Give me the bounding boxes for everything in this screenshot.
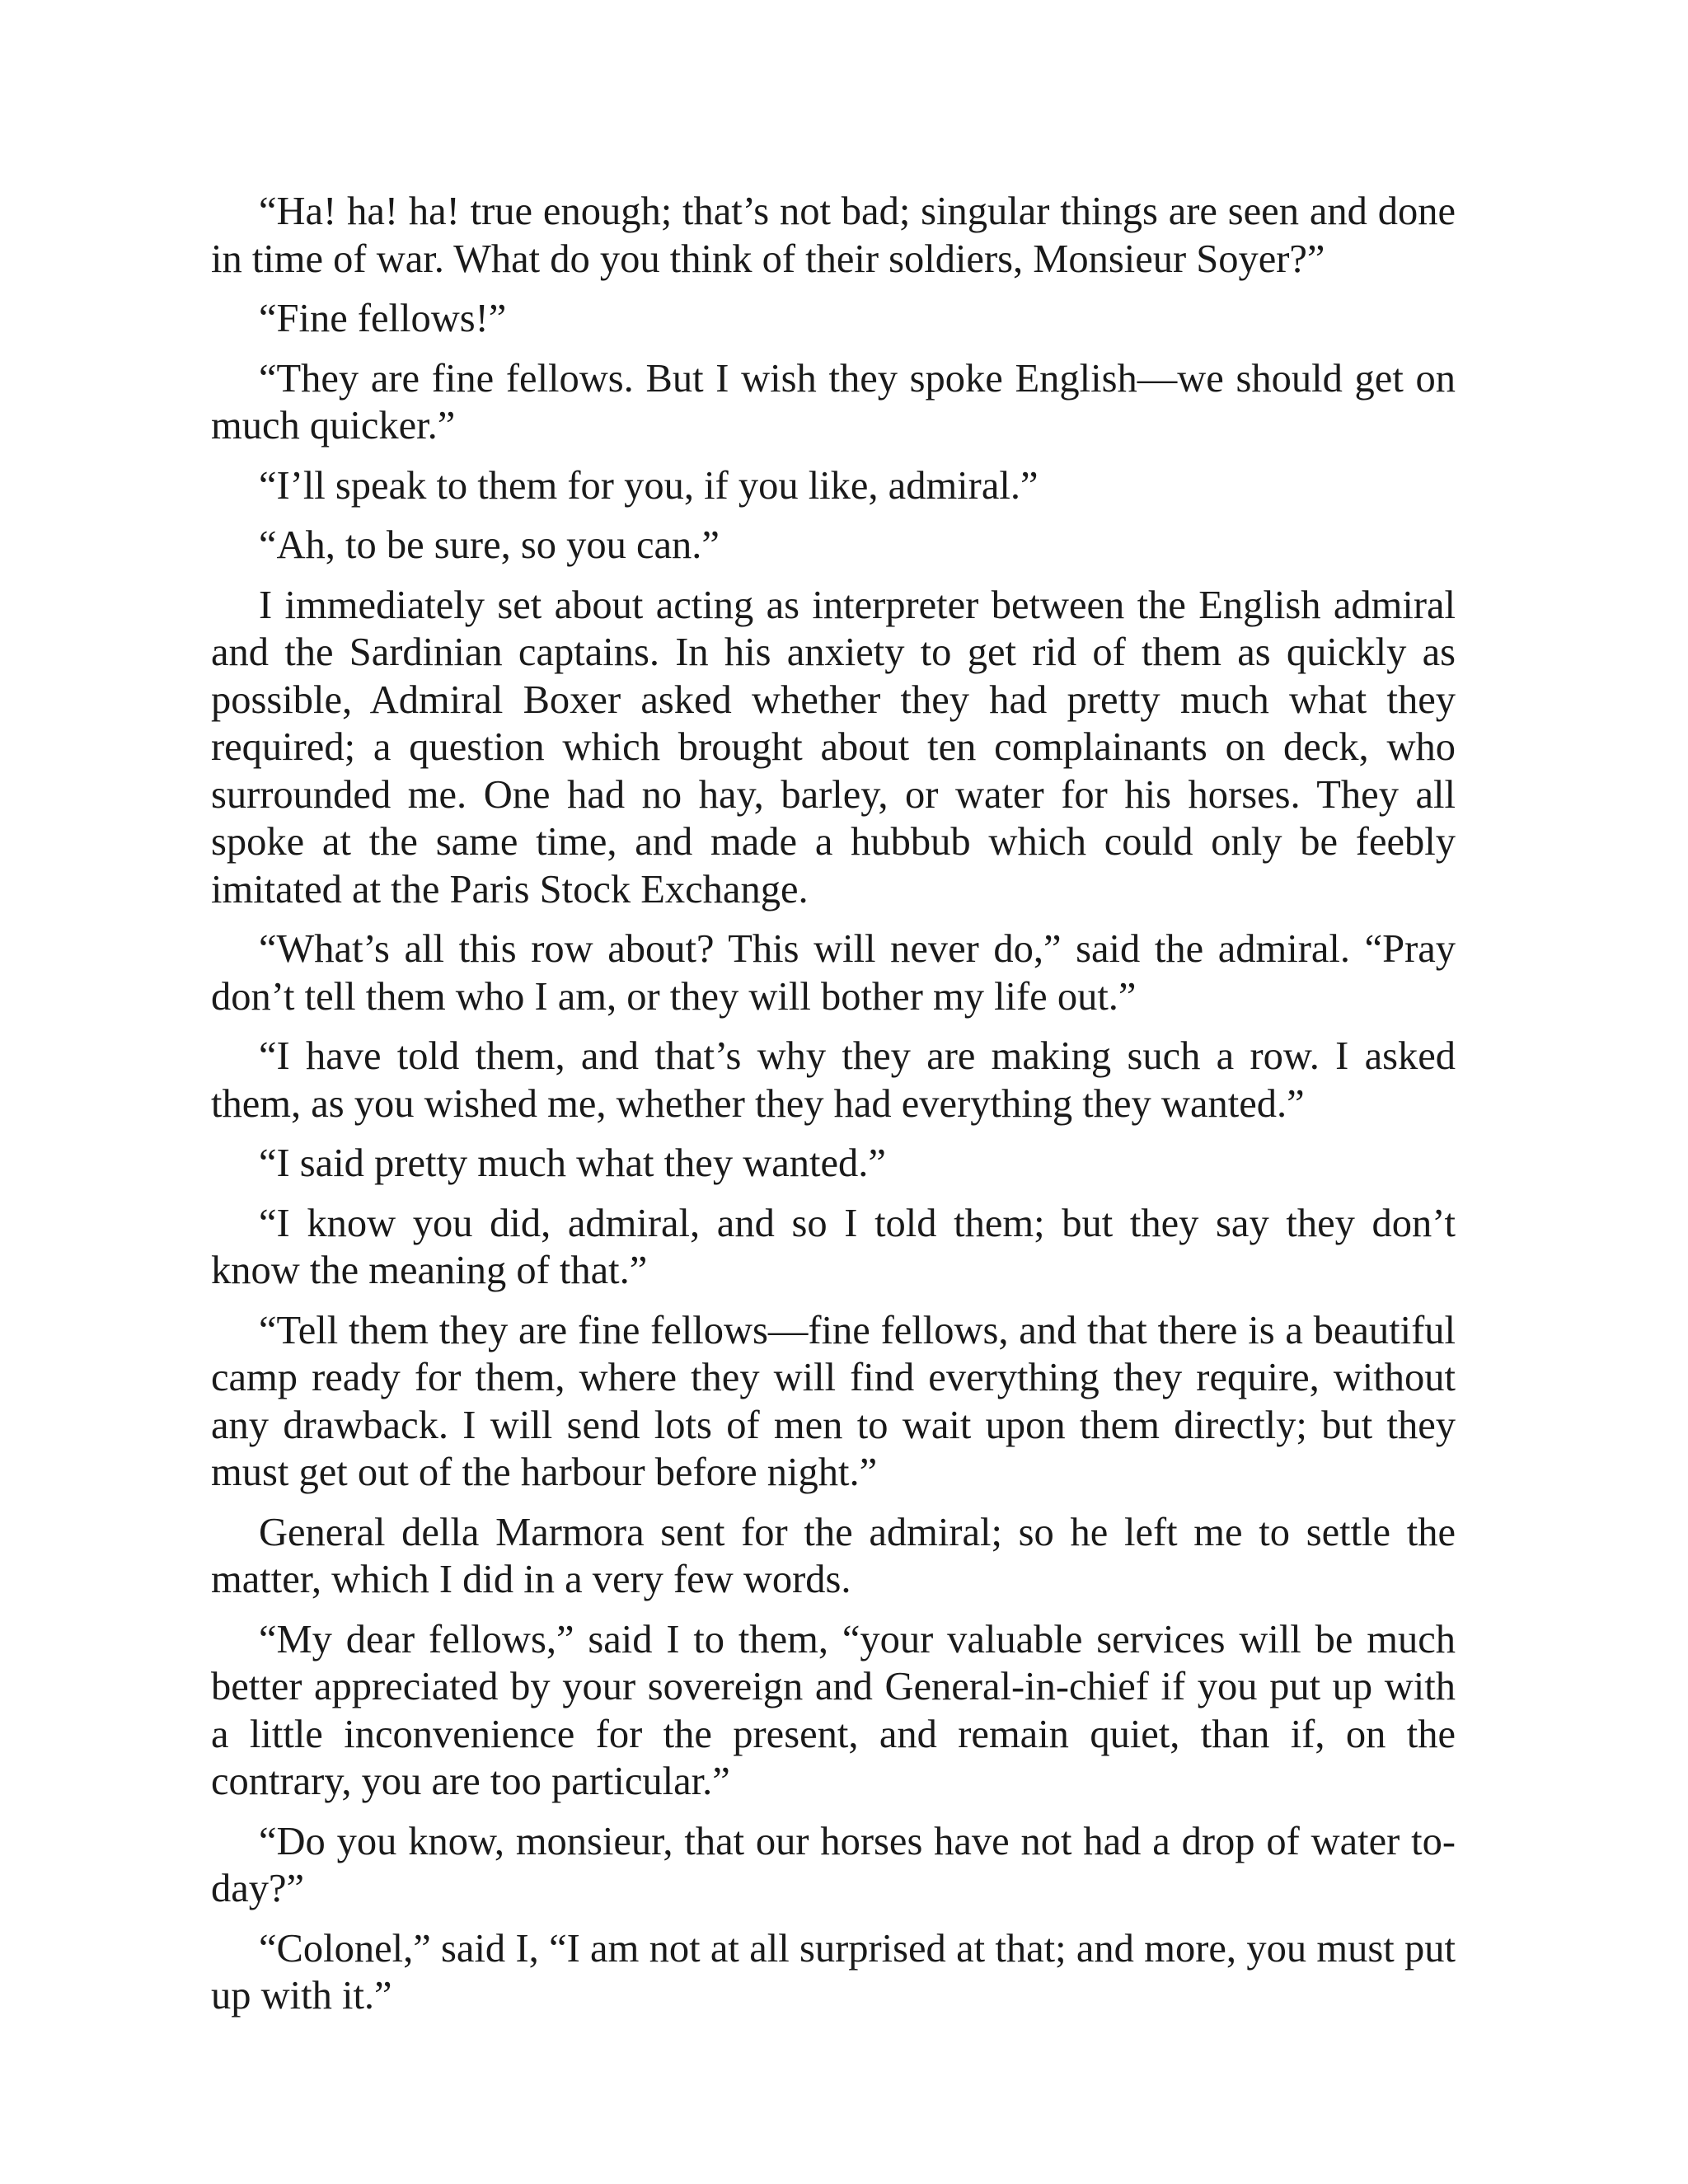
paragraph: “I have told them, and that’s why they are making such a row. I asked them, as you wished me, whether they had everything they wanted.”	[211, 1034, 1456, 1126]
paragraph: “Do you know, monsieur, that our horses have not had a drop of water to-day?”	[211, 1819, 1456, 1910]
paragraph: “My dear fellows,” said I to them, “your valuable services will be much better appreciated by your sovereign and General-in-chief if you put up with a little inconvenience for the present, and remain quiet, than if, on the contrary, you are too particular.”	[211, 1617, 1456, 1803]
paragraph: “I said pretty much what they wanted.”	[259, 1141, 886, 1185]
paragraph: “I’ll speak to them for you, if you like, admiral.”	[259, 463, 1039, 508]
paragraph: General della Marmora sent for the admiral; so he left me to settle the matter, which I did in a very few words.	[211, 1510, 1456, 1601]
page-body	[211, 188, 1456, 2032]
paragraph: I immediately set about acting as interpreter between the English admiral and the Sardinian captains. In his anxiety to get rid of them as quickly as possible, Admiral Boxer asked whether they had pretty much what they required; a question which brought about ten complainants on deck, who surrounded me. One had no hay, barley, or water for his horses. They all spoke at the same time, and made a hubbub which could only be feebly imitated at the Paris Stock Exchange.	[211, 583, 1456, 912]
paragraph: “Tell them they are fine fellows—fine fellows, and that there is a beautiful camp ready for them, where they will find everything they require, without any drawback. I will send lots of men to wait upon them directly; but they must get out of the harbour before night.”	[211, 1308, 1456, 1494]
paragraph: “I know you did, admiral, and so I told them; but they say they don’t know the meaning of that.”	[211, 1201, 1456, 1292]
paragraph: “Fine fellows!”	[259, 297, 507, 340]
paragraph: “What’s all this row about? This will never do,” said the admiral. “Pray don’t tell them who I am, or they will bother my life out.”	[211, 927, 1456, 1019]
paragraph: “Colonel,” said I, “I am not at all surprised at that; and more, you must put up with it.”	[211, 1926, 1456, 2018]
paragraph: “Ha! ha! ha! true enough; that’s not bad; singular things are seen and done in time of war. What do you think of their soldiers, Monsieur Soyer?”	[211, 190, 1456, 281]
paragraph: “They are fine fellows. But I wish they spoke English—we should get on much quicker.”	[211, 356, 1456, 448]
paragraph: “Ah, to be sure, so you can.”	[259, 523, 720, 567]
